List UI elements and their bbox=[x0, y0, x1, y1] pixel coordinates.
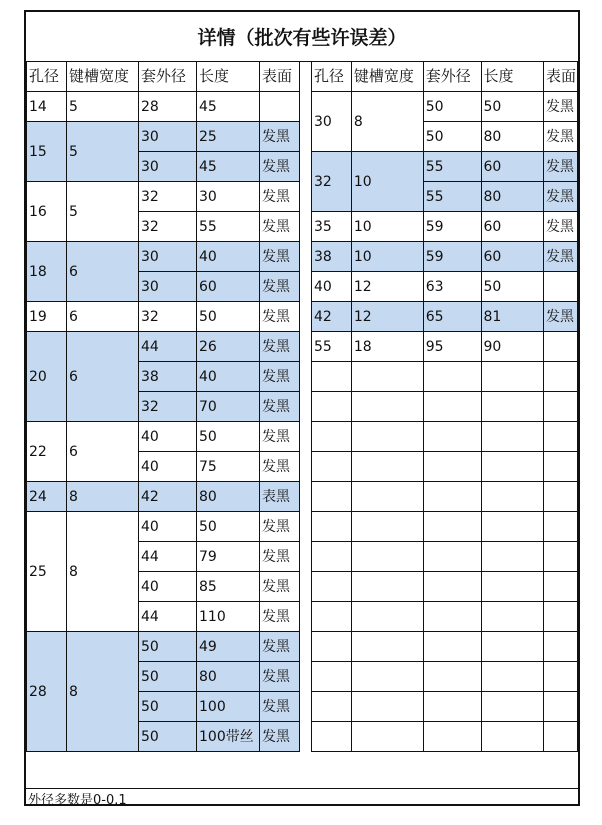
empty-row bbox=[312, 632, 578, 662]
empty-cell bbox=[423, 362, 481, 392]
length-cell: 25 bbox=[197, 122, 260, 152]
empty-cell bbox=[423, 692, 481, 722]
surface-cell: 发黑 bbox=[260, 542, 300, 572]
empty-row bbox=[312, 722, 578, 752]
empty-cell bbox=[312, 422, 352, 452]
empty-row bbox=[312, 482, 578, 512]
surface-cell: 表黑 bbox=[260, 482, 300, 512]
table-row bbox=[312, 212, 578, 242]
table-row bbox=[312, 302, 578, 332]
table-row bbox=[27, 632, 300, 662]
surface-cell bbox=[543, 332, 577, 362]
table-row bbox=[312, 92, 578, 122]
surface-cell: 发黑 bbox=[260, 692, 300, 722]
empty-cell bbox=[481, 452, 543, 482]
bore-cell: 18 bbox=[27, 242, 67, 302]
empty-cell bbox=[481, 362, 543, 392]
outer-diameter-cell: 55 bbox=[423, 152, 481, 182]
outer-diameter-cell: 44 bbox=[139, 542, 197, 572]
length-cell: 50 bbox=[481, 272, 543, 302]
outer-diameter-cell: 63 bbox=[423, 272, 481, 302]
length-cell: 50 bbox=[481, 92, 543, 122]
column-header: 表面 bbox=[543, 62, 577, 92]
column-header: 键槽宽度 bbox=[351, 62, 423, 92]
surface-cell: 发黑 bbox=[260, 182, 300, 212]
empty-cell bbox=[351, 692, 423, 722]
outer-diameter-cell: 40 bbox=[139, 512, 197, 542]
outer-diameter-cell: 50 bbox=[139, 722, 197, 752]
outer-diameter-cell: 44 bbox=[139, 332, 197, 362]
length-cell: 60 bbox=[481, 242, 543, 272]
keyway-cell: 8 bbox=[67, 482, 139, 512]
length-cell: 80 bbox=[481, 182, 543, 212]
keyway-cell: 6 bbox=[67, 302, 139, 332]
empty-row bbox=[312, 572, 578, 602]
length-cell: 30 bbox=[197, 182, 260, 212]
outer-diameter-cell: 50 bbox=[139, 662, 197, 692]
outer-diameter-cell: 38 bbox=[139, 362, 197, 392]
column-header: 长度 bbox=[197, 62, 260, 92]
length-cell: 75 bbox=[197, 452, 260, 482]
outer-diameter-cell: 50 bbox=[139, 692, 197, 722]
empty-cell bbox=[423, 452, 481, 482]
length-cell: 85 bbox=[197, 572, 260, 602]
surface-cell: 发黑 bbox=[260, 722, 300, 752]
empty-cell bbox=[543, 542, 577, 572]
bore-cell: 20 bbox=[27, 332, 67, 422]
bore-cell: 42 bbox=[312, 302, 352, 332]
outer-diameter-cell: 95 bbox=[423, 332, 481, 362]
right-table bbox=[311, 61, 578, 752]
bore-cell: 40 bbox=[312, 272, 352, 302]
length-cell: 49 bbox=[197, 632, 260, 662]
length-cell: 80 bbox=[197, 662, 260, 692]
empty-cell bbox=[351, 572, 423, 602]
keyway-cell: 12 bbox=[351, 302, 423, 332]
outer-diameter-cell: 50 bbox=[423, 92, 481, 122]
length-cell: 50 bbox=[197, 422, 260, 452]
empty-row bbox=[312, 362, 578, 392]
keyway-cell: 5 bbox=[67, 92, 139, 122]
bore-cell: 38 bbox=[312, 242, 352, 272]
bore-cell: 30 bbox=[312, 92, 352, 152]
empty-cell bbox=[351, 722, 423, 752]
surface-cell: 发黑 bbox=[543, 182, 577, 212]
keyway-cell: 6 bbox=[67, 422, 139, 482]
empty-cell bbox=[543, 662, 577, 692]
surface-cell: 发黑 bbox=[260, 122, 300, 152]
bore-cell: 22 bbox=[27, 422, 67, 482]
empty-cell bbox=[543, 632, 577, 662]
keyway-cell: 18 bbox=[351, 332, 423, 362]
length-cell: 90 bbox=[481, 332, 543, 362]
surface-cell: 发黑 bbox=[260, 332, 300, 362]
length-cell: 60 bbox=[197, 272, 260, 302]
empty-cell bbox=[351, 542, 423, 572]
empty-cell bbox=[423, 572, 481, 602]
table-row bbox=[27, 122, 300, 152]
empty-cell bbox=[481, 632, 543, 662]
column-header: 长度 bbox=[481, 62, 543, 92]
length-cell: 81 bbox=[481, 302, 543, 332]
keyway-cell: 6 bbox=[67, 332, 139, 422]
empty-cell bbox=[543, 482, 577, 512]
empty-cell bbox=[423, 512, 481, 542]
bore-cell: 55 bbox=[312, 332, 352, 362]
keyway-cell: 8 bbox=[351, 92, 423, 152]
surface-cell: 发黑 bbox=[260, 632, 300, 662]
empty-cell bbox=[543, 512, 577, 542]
surface-cell: 发黑 bbox=[260, 452, 300, 482]
header-row bbox=[27, 62, 300, 92]
empty-row bbox=[312, 422, 578, 452]
length-cell: 55 bbox=[197, 212, 260, 242]
empty-cell bbox=[543, 392, 577, 422]
spec-sheet bbox=[24, 10, 580, 806]
surface-cell: 发黑 bbox=[260, 212, 300, 242]
empty-cell bbox=[351, 362, 423, 392]
empty-cell bbox=[312, 602, 352, 632]
length-cell: 60 bbox=[481, 212, 543, 242]
empty-cell bbox=[423, 602, 481, 632]
table-row bbox=[312, 332, 578, 362]
empty-cell bbox=[312, 692, 352, 722]
empty-cell bbox=[423, 722, 481, 752]
column-header: 孔径 bbox=[27, 62, 67, 92]
empty-cell bbox=[312, 452, 352, 482]
outer-diameter-cell: 32 bbox=[139, 182, 197, 212]
empty-cell bbox=[312, 512, 352, 542]
empty-cell bbox=[351, 632, 423, 662]
keyway-cell: 10 bbox=[351, 212, 423, 242]
surface-cell: 发黑 bbox=[543, 302, 577, 332]
bore-cell: 16 bbox=[27, 182, 67, 242]
surface-cell: 发黑 bbox=[260, 572, 300, 602]
table-row bbox=[27, 302, 300, 332]
empty-cell bbox=[351, 452, 423, 482]
surface-cell bbox=[260, 92, 300, 122]
surface-cell: 发黑 bbox=[543, 122, 577, 152]
empty-cell bbox=[481, 722, 543, 752]
empty-cell bbox=[351, 422, 423, 452]
bore-cell: 14 bbox=[27, 92, 67, 122]
keyway-cell: 5 bbox=[67, 122, 139, 182]
surface-cell: 发黑 bbox=[260, 422, 300, 452]
empty-cell bbox=[481, 602, 543, 632]
empty-cell bbox=[543, 722, 577, 752]
left-table bbox=[26, 61, 300, 752]
table-row bbox=[312, 272, 578, 302]
outer-diameter-cell: 59 bbox=[423, 242, 481, 272]
empty-cell bbox=[481, 692, 543, 722]
bore-cell: 19 bbox=[27, 302, 67, 332]
empty-cell bbox=[481, 482, 543, 512]
outer-diameter-cell: 30 bbox=[139, 122, 197, 152]
table-row bbox=[312, 152, 578, 182]
empty-cell bbox=[312, 572, 352, 602]
surface-cell: 发黑 bbox=[260, 242, 300, 272]
empty-cell bbox=[543, 692, 577, 722]
empty-cell bbox=[543, 602, 577, 632]
outer-diameter-cell: 40 bbox=[139, 422, 197, 452]
empty-cell bbox=[423, 422, 481, 452]
table-row bbox=[27, 512, 300, 542]
outer-diameter-cell: 55 bbox=[423, 182, 481, 212]
outer-diameter-cell: 40 bbox=[139, 452, 197, 482]
bore-cell: 35 bbox=[312, 212, 352, 242]
surface-cell: 发黑 bbox=[543, 92, 577, 122]
empty-cell bbox=[543, 572, 577, 602]
empty-cell bbox=[312, 392, 352, 422]
table-row bbox=[27, 242, 300, 272]
bore-cell: 28 bbox=[27, 632, 67, 752]
length-cell: 100 bbox=[197, 692, 260, 722]
empty-cell bbox=[481, 662, 543, 692]
surface-cell: 发黑 bbox=[260, 152, 300, 182]
empty-cell bbox=[481, 572, 543, 602]
empty-cell bbox=[312, 362, 352, 392]
empty-row bbox=[312, 692, 578, 722]
empty-cell bbox=[481, 542, 543, 572]
right-table-body bbox=[312, 62, 578, 752]
empty-cell bbox=[423, 542, 481, 572]
empty-row bbox=[312, 452, 578, 482]
bore-cell: 25 bbox=[27, 512, 67, 632]
empty-cell bbox=[351, 662, 423, 692]
keyway-cell: 10 bbox=[351, 242, 423, 272]
surface-cell bbox=[543, 272, 577, 302]
bore-cell: 15 bbox=[27, 122, 67, 182]
empty-cell bbox=[423, 482, 481, 512]
empty-cell bbox=[351, 482, 423, 512]
column-header: 孔径 bbox=[312, 62, 352, 92]
column-header: 键槽宽度 bbox=[67, 62, 139, 92]
header-row bbox=[312, 62, 578, 92]
table-row bbox=[27, 332, 300, 362]
length-cell: 100带丝 bbox=[197, 722, 260, 752]
length-cell: 80 bbox=[481, 122, 543, 152]
surface-cell: 发黑 bbox=[260, 272, 300, 302]
length-cell: 26 bbox=[197, 332, 260, 362]
keyway-cell: 6 bbox=[67, 242, 139, 302]
empty-cell bbox=[312, 482, 352, 512]
empty-row bbox=[312, 512, 578, 542]
column-header: 套外径 bbox=[423, 62, 481, 92]
column-header: 表面 bbox=[260, 62, 300, 92]
outer-diameter-cell: 42 bbox=[139, 482, 197, 512]
empty-cell bbox=[351, 512, 423, 542]
empty-cell bbox=[481, 422, 543, 452]
length-cell: 110 bbox=[197, 602, 260, 632]
outer-diameter-cell: 59 bbox=[423, 212, 481, 242]
empty-cell bbox=[543, 362, 577, 392]
length-cell: 45 bbox=[197, 92, 260, 122]
outer-diameter-cell: 32 bbox=[139, 392, 197, 422]
keyway-cell: 8 bbox=[67, 632, 139, 752]
empty-row bbox=[312, 602, 578, 632]
footer-note: 外径多数是0-0.1 bbox=[26, 788, 578, 808]
keyway-cell: 8 bbox=[67, 512, 139, 632]
table-row bbox=[27, 422, 300, 452]
empty-cell bbox=[312, 542, 352, 572]
outer-diameter-cell: 32 bbox=[139, 302, 197, 332]
empty-cell bbox=[481, 392, 543, 422]
empty-cell bbox=[423, 392, 481, 422]
empty-row bbox=[312, 392, 578, 422]
bore-cell: 32 bbox=[312, 152, 352, 212]
length-cell: 70 bbox=[197, 392, 260, 422]
surface-cell: 发黑 bbox=[260, 662, 300, 692]
empty-cell bbox=[351, 392, 423, 422]
length-cell: 50 bbox=[197, 302, 260, 332]
empty-cell bbox=[423, 662, 481, 692]
outer-diameter-cell: 32 bbox=[139, 212, 197, 242]
empty-cell bbox=[543, 422, 577, 452]
surface-cell: 发黑 bbox=[260, 362, 300, 392]
length-cell: 60 bbox=[481, 152, 543, 182]
outer-diameter-cell: 40 bbox=[139, 572, 197, 602]
surface-cell: 发黑 bbox=[543, 152, 577, 182]
empty-row bbox=[312, 662, 578, 692]
surface-cell: 发黑 bbox=[260, 392, 300, 422]
table-row bbox=[27, 182, 300, 212]
outer-diameter-cell: 50 bbox=[423, 122, 481, 152]
table-row bbox=[27, 482, 300, 512]
empty-cell bbox=[312, 632, 352, 662]
surface-cell: 发黑 bbox=[260, 302, 300, 332]
left-table-body bbox=[27, 62, 300, 752]
empty-cell bbox=[543, 452, 577, 482]
length-cell: 40 bbox=[197, 242, 260, 272]
empty-cell bbox=[481, 512, 543, 542]
keyway-cell: 10 bbox=[351, 152, 423, 212]
length-cell: 80 bbox=[197, 482, 260, 512]
keyway-cell: 12 bbox=[351, 272, 423, 302]
surface-cell: 发黑 bbox=[260, 602, 300, 632]
empty-cell bbox=[423, 632, 481, 662]
empty-row bbox=[312, 542, 578, 572]
surface-cell: 发黑 bbox=[543, 212, 577, 242]
empty-cell bbox=[312, 662, 352, 692]
length-cell: 45 bbox=[197, 152, 260, 182]
surface-cell: 发黑 bbox=[543, 242, 577, 272]
length-cell: 40 bbox=[197, 362, 260, 392]
outer-diameter-cell: 28 bbox=[139, 92, 197, 122]
outer-diameter-cell: 30 bbox=[139, 152, 197, 182]
outer-diameter-cell: 44 bbox=[139, 602, 197, 632]
empty-cell bbox=[351, 602, 423, 632]
sheet-title: 详情（批次有些许误差） bbox=[26, 12, 578, 62]
table-row bbox=[27, 92, 300, 122]
table-row bbox=[312, 242, 578, 272]
length-cell: 50 bbox=[197, 512, 260, 542]
outer-diameter-cell: 30 bbox=[139, 242, 197, 272]
column-header: 套外径 bbox=[139, 62, 197, 92]
surface-cell: 发黑 bbox=[260, 512, 300, 542]
bore-cell: 24 bbox=[27, 482, 67, 512]
keyway-cell: 5 bbox=[67, 182, 139, 242]
outer-diameter-cell: 30 bbox=[139, 272, 197, 302]
length-cell: 79 bbox=[197, 542, 260, 572]
empty-cell bbox=[312, 722, 352, 752]
outer-diameter-cell: 65 bbox=[423, 302, 481, 332]
outer-diameter-cell: 50 bbox=[139, 632, 197, 662]
